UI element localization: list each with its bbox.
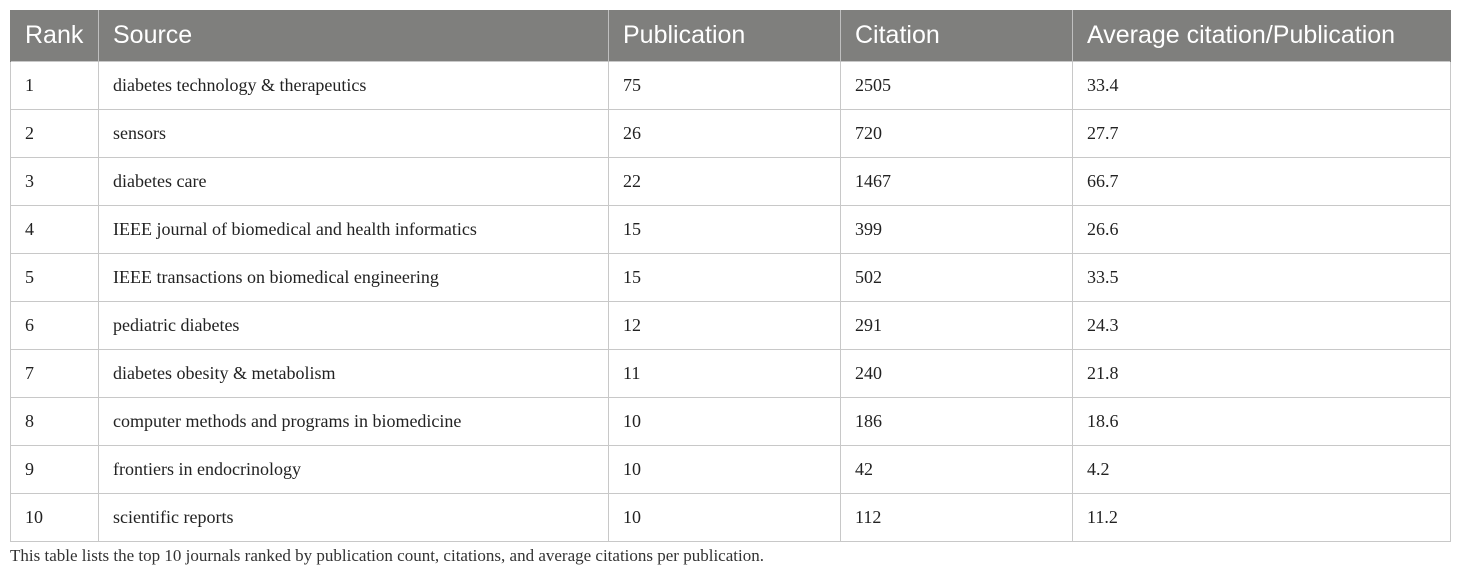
cell-average-citation: 11.2 <box>1073 493 1451 541</box>
cell-rank: 9 <box>11 445 99 493</box>
cell-publication: 26 <box>609 109 841 157</box>
cell-publication: 15 <box>609 253 841 301</box>
cell-citation: 1467 <box>841 157 1073 205</box>
table-row <box>11 301 1451 349</box>
cell-source: sensors <box>99 109 609 157</box>
cell-source: diabetes obesity & metabolism <box>99 349 609 397</box>
cell-source: IEEE transactions on biomedical engineering <box>99 253 609 301</box>
table-header <box>11 10 1451 61</box>
cell-publication: 12 <box>609 301 841 349</box>
cell-citation: 291 <box>841 301 1073 349</box>
header-average-citation: Average citation/Publication <box>1073 10 1451 61</box>
cell-citation: 240 <box>841 349 1073 397</box>
cell-source: diabetes care <box>99 157 609 205</box>
cell-average-citation: 33.4 <box>1073 61 1451 109</box>
table-row <box>11 205 1451 253</box>
cell-citation: 42 <box>841 445 1073 493</box>
cell-average-citation: 26.6 <box>1073 205 1451 253</box>
cell-publication: 22 <box>609 157 841 205</box>
cell-citation: 112 <box>841 493 1073 541</box>
table-row <box>11 397 1451 445</box>
cell-citation: 720 <box>841 109 1073 157</box>
cell-publication: 11 <box>609 349 841 397</box>
cell-source: computer methods and programs in biomedicine <box>99 397 609 445</box>
cell-citation: 186 <box>841 397 1073 445</box>
header-source: Source <box>99 10 609 61</box>
cell-rank: 3 <box>11 157 99 205</box>
cell-publication: 10 <box>609 397 841 445</box>
cell-rank: 5 <box>11 253 99 301</box>
cell-publication: 10 <box>609 445 841 493</box>
cell-rank: 10 <box>11 493 99 541</box>
cell-average-citation: 27.7 <box>1073 109 1451 157</box>
cell-citation: 502 <box>841 253 1073 301</box>
cell-citation: 2505 <box>841 61 1073 109</box>
header-citation: Citation <box>841 10 1073 61</box>
cell-source: IEEE journal of biomedical and health informatics <box>99 205 609 253</box>
cell-rank: 7 <box>11 349 99 397</box>
cell-rank: 6 <box>11 301 99 349</box>
cell-rank: 4 <box>11 205 99 253</box>
table-body <box>11 61 1451 541</box>
cell-source: frontiers in endocrinology <box>99 445 609 493</box>
table-row <box>11 109 1451 157</box>
header-row <box>11 10 1451 61</box>
journal-ranking-table-container <box>10 10 1450 542</box>
journal-ranking-table <box>10 10 1451 542</box>
table-row <box>11 253 1451 301</box>
cell-average-citation: 66.7 <box>1073 157 1451 205</box>
cell-rank: 2 <box>11 109 99 157</box>
cell-average-citation: 4.2 <box>1073 445 1451 493</box>
table-caption: This table lists the top 10 journals ranked by publication count, citations, and average citations per publication. <box>10 546 764 565</box>
cell-citation: 399 <box>841 205 1073 253</box>
cell-source: pediatric diabetes <box>99 301 609 349</box>
header-rank: Rank <box>11 10 99 61</box>
cell-publication: 75 <box>609 61 841 109</box>
cell-average-citation: 24.3 <box>1073 301 1451 349</box>
cell-average-citation: 21.8 <box>1073 349 1451 397</box>
table-row <box>11 61 1451 109</box>
cell-publication: 15 <box>609 205 841 253</box>
table-row <box>11 445 1451 493</box>
table-row <box>11 157 1451 205</box>
cell-source: scientific reports <box>99 493 609 541</box>
cell-rank: 8 <box>11 397 99 445</box>
cell-source: diabetes technology & therapeutics <box>99 61 609 109</box>
table-row <box>11 493 1451 541</box>
cell-publication: 10 <box>609 493 841 541</box>
cell-average-citation: 33.5 <box>1073 253 1451 301</box>
table-row <box>11 349 1451 397</box>
cell-average-citation: 18.6 <box>1073 397 1451 445</box>
header-publication: Publication <box>609 10 841 61</box>
cell-rank: 1 <box>11 61 99 109</box>
